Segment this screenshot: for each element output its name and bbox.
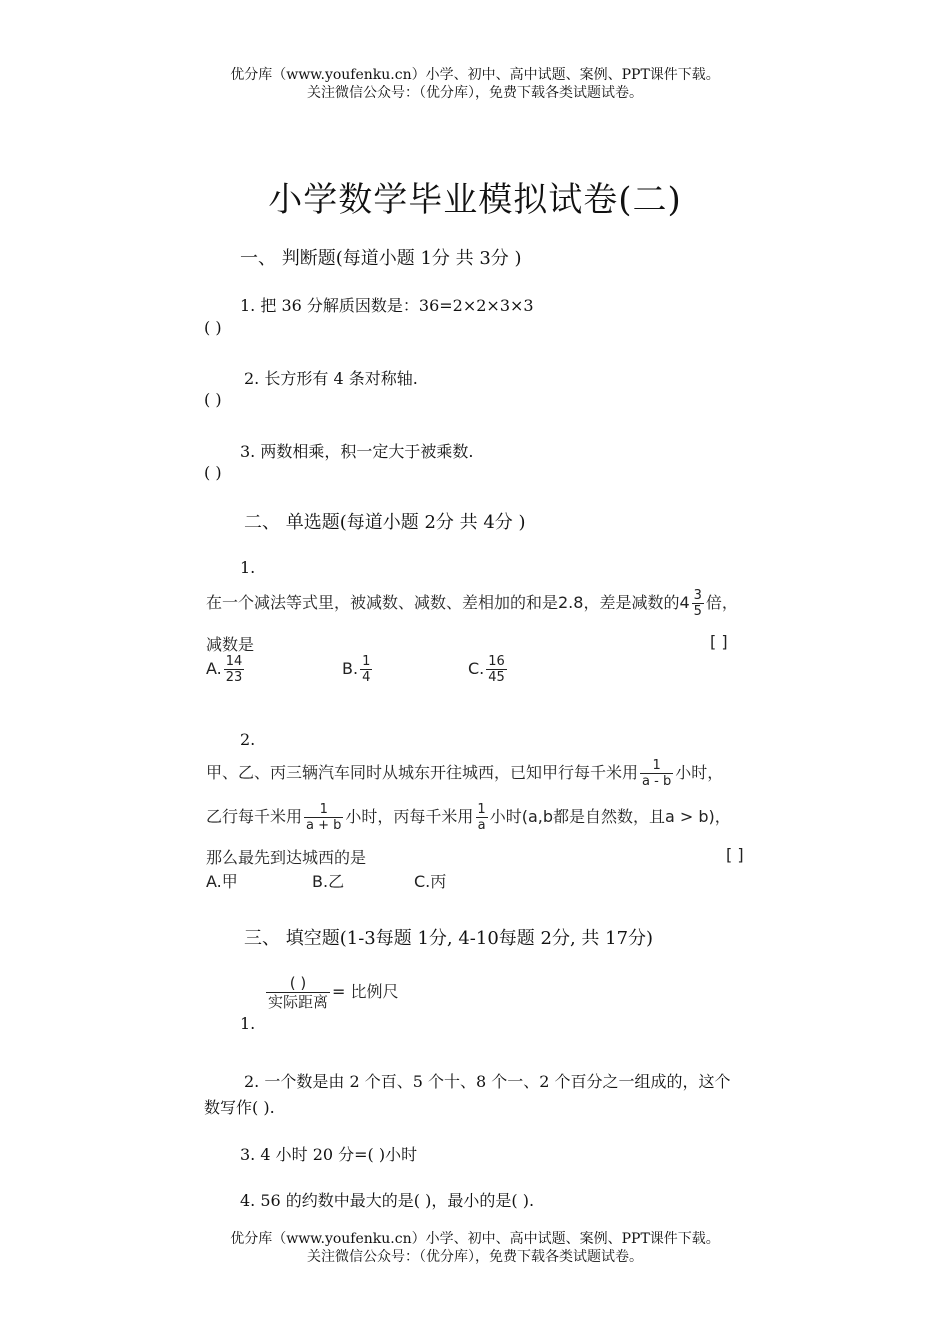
footer-line-1: 优分库（www.youfenku.cn）小学、初中、高中试题、案例、PPT课件下载。 (230, 1231, 720, 1247)
s2-q1-option-b: B. $\frac{1}{4}$ (342, 654, 371, 685)
s2-q1-option-c: C. $\frac{16}{45}$ (468, 654, 505, 685)
s3-question-2-line-1: 2. 一个数是由 2 个百、5 个十、8 个一、2 个百分之一组成的，这个 (244, 1072, 731, 1091)
s2-q2-line-3: 那么最先到达城西的是 (206, 848, 367, 867)
s2-q2-option-c: C.丙 (414, 872, 447, 891)
s1-answer-paren-2: ( ) (204, 390, 222, 409)
s3-q1-ratio: $\frac{( )}{\text{实际距离}}$ = 比例尺 (268, 974, 399, 1011)
header-line-2: 关注微信公众号：（优分库），免费下载各类试题试卷。 (307, 85, 643, 101)
s3-question-2-line-2: 数写作( ). (204, 1098, 275, 1117)
s3-question-3: 3. 4 小时 20 分=( )小时 (240, 1145, 418, 1164)
footer-line-2: 关注微信公众号：（优分库），免费下载各类试题试卷。 (307, 1249, 643, 1265)
s3-question-4: 4. 56 的约数中最大的是( )，最小的是( ). (240, 1191, 535, 1210)
section-1-heading: 一、 判断题(每道小题 1分 共 3分 ) (240, 248, 522, 269)
s2-q1-line-1 (206, 588, 738, 619)
s2-q2-line-2: 乙行每千米用 $\frac{1}{a + b}$ 小时，丙每千米用 $\frac{1}{a}$ 小时(a,b都是自然数，且a > b)， (206, 802, 731, 833)
header-line-1: 优分库（www.youfenku.cn）小学、初中、高中试题、案例、PPT课件下载。 (230, 67, 720, 83)
s3-q1-number: 1. (240, 1014, 256, 1033)
mixed-fraction: $\frac{3}{5}$ (693, 588, 702, 619)
page-title: 小学数学毕业模拟试卷(二) (268, 180, 682, 220)
section-2-heading: 二、 单选题(每道小题 2分 共 4分 ) (244, 512, 526, 533)
section-3-heading: 三、 填空题(1-3每题 1分, 4-10每题 2分, 共 17分) (244, 928, 654, 949)
s2-q2-number: 2. (240, 730, 256, 749)
s1-answer-paren-1: ( ) (204, 318, 222, 337)
s1-question-2: 2. 长方形有 4 条对称轴. (244, 369, 418, 388)
s2-q1-text-b: 倍， (705, 593, 738, 612)
s2-q2-line-1: 甲、乙、丙三辆汽车同时从城东开往城西，已知甲行每千米用 $\frac{1}{a - b}$ 小时， (206, 758, 724, 789)
s2-q1-text-a: 在一个减法等式里，被减数、减数、差相加的和是2.8，差是减数的4 (206, 593, 690, 612)
s1-question-3: 3. 两数相乘，积一定大于被乘数. (240, 442, 474, 461)
s2-q2-option-a: A.甲 (206, 872, 238, 891)
s1-question-1: 1. 把 36 分解质因数是：36=2×2×3×3 (240, 296, 534, 315)
s2-q1-line-2: 减数是 (206, 635, 255, 654)
s2-q1-option-a: A. $\frac{14}{23}$ (206, 654, 243, 685)
s2-q1-number: 1. (240, 558, 256, 577)
s1-answer-paren-3: ( ) (204, 463, 222, 482)
s3-q1-fraction: $\frac{( )}{\text{实际距离}}$ (268, 974, 329, 1011)
s2-q2-option-b: B.乙 (312, 872, 345, 891)
s2-q2-bracket: [ ] (726, 845, 744, 864)
s2-q1-bracket: [ ] (710, 632, 728, 651)
